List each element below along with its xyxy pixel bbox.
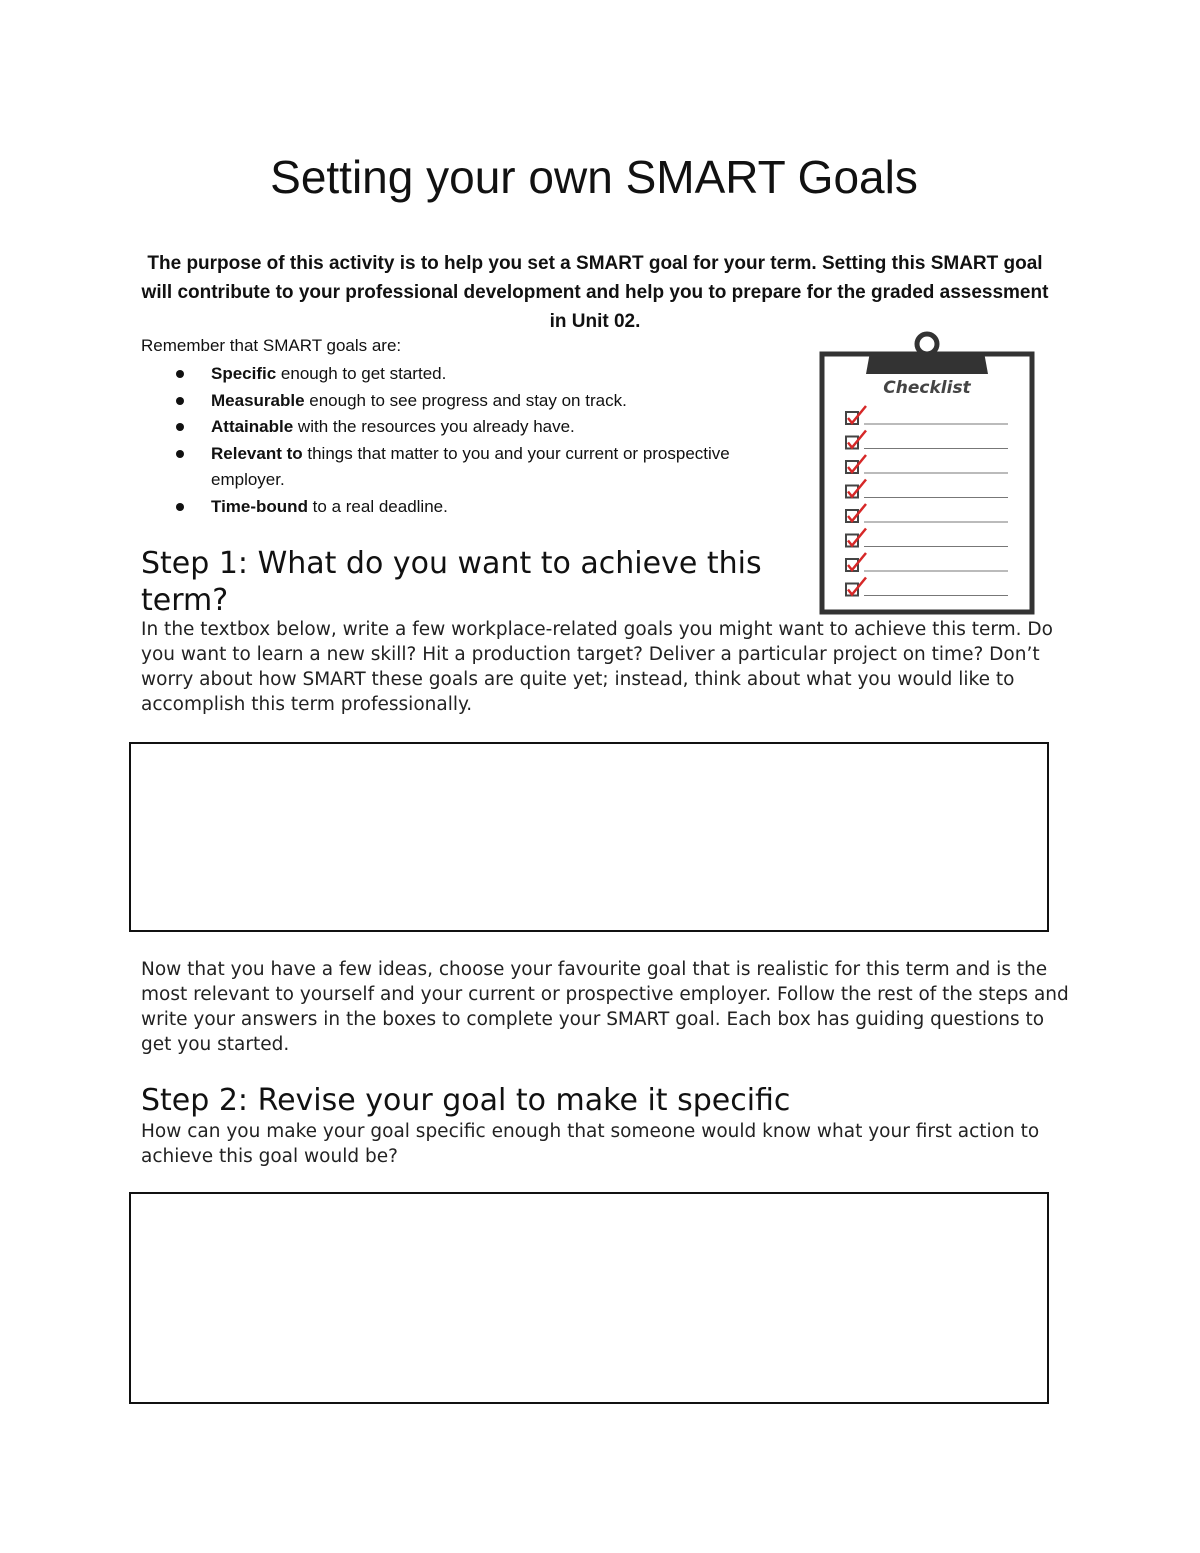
choose-goal-instructions: Now that you have a few ideas, choose your favourite goal that is realistic for this term and is the most relevant to yourself and your current or prospective employer. Follow the rest of the steps and write your answers in the boxes to complete your SMART goal. Each box has guiding questions to get you started. — [141, 959, 1069, 1055]
criterion-description: to a real deadline. — [307, 496, 448, 516]
remember-intro: Remember that SMART goals are: — [141, 336, 402, 355]
step1-answer-box[interactable] — [129, 742, 1049, 932]
list-item — [141, 388, 771, 415]
step1-instructions: In the textbox below, write a few workplace-related goals you might want to achieve this term. Do you want to learn a new skill? Hit a production target? Deliver a particular project on time? Don’t worry about how SMART these goals are quite yet; instead, think about what you would like to accomplish this term professionally. — [141, 619, 1054, 715]
list-item — [141, 441, 771, 494]
step2-answer-box[interactable] — [129, 1192, 1049, 1404]
criterion-description: things that matter to you and your current or prospective employer. — [211, 443, 730, 489]
criterion-term: Specific — [211, 364, 277, 383]
step2-instructions: How can you make your goal specific enough that someone would know what your first action to achieve this goal would be? — [141, 1121, 1040, 1167]
criterion-term: Attainable — [211, 417, 294, 436]
clipboard-label: Checklist — [883, 378, 971, 398]
clipboard-checklist-icon — [818, 330, 1036, 616]
criterion-term: Relevant to — [211, 443, 303, 463]
list-item — [141, 361, 771, 388]
page-title: Setting your own SMART Goals — [270, 151, 918, 203]
criterion-description: enough to see progress and stay on track. — [304, 390, 627, 410]
criterion-term: Measurable — [211, 390, 305, 410]
smart-criteria-list — [141, 361, 771, 520]
purpose-paragraph: The purpose of this activity is to help you set a SMART goal for your term. Setting this SMART goal will contribute to your professional development and help you to prepare for the graded assessment in Unit 02. — [141, 253, 1049, 332]
criterion-description: with the resources you already have. — [293, 417, 575, 436]
list-item — [141, 414, 771, 441]
criterion-description: enough to get started. — [276, 364, 447, 383]
list-item — [141, 494, 771, 521]
step2-heading: Step 2: Revise your goal to make it specific — [141, 1083, 791, 1118]
criterion-term: Time-bound — [211, 496, 308, 516]
step1-heading: Step 1: What do you want to achieve this term? — [141, 546, 762, 618]
